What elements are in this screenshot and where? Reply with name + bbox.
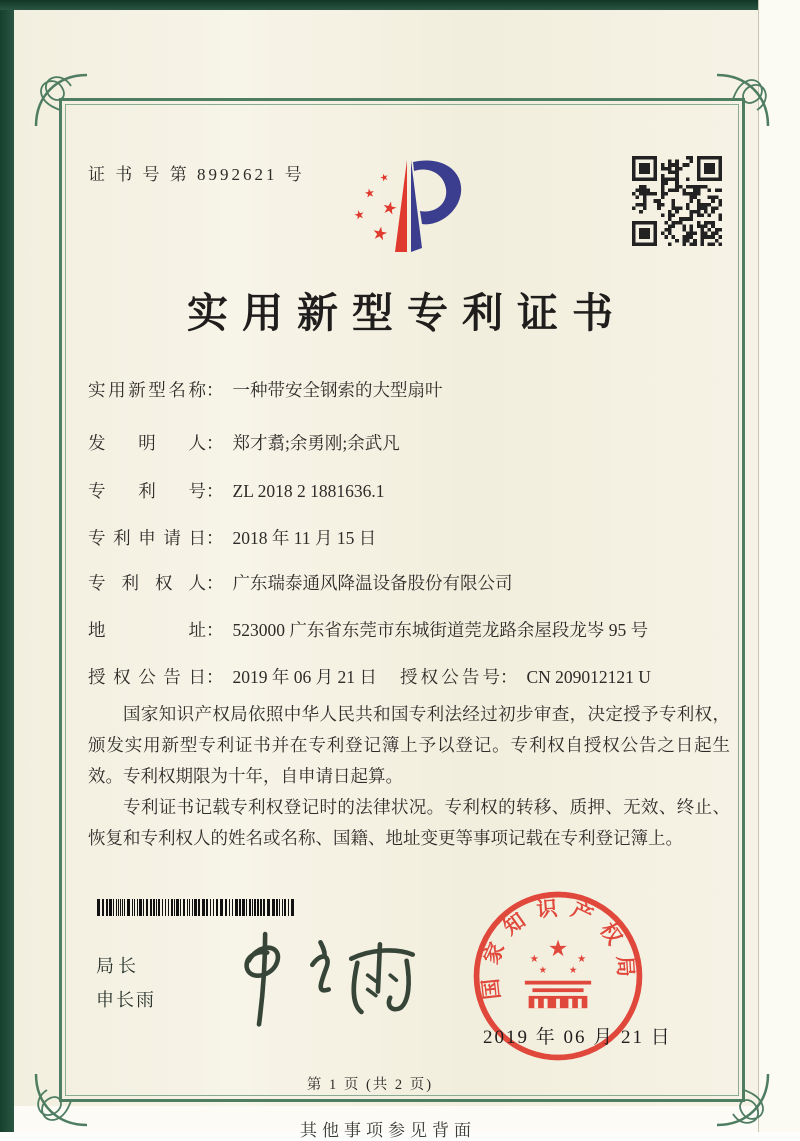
- seal-text: 国家知识产权局: [477, 895, 639, 1001]
- field-row-filing-date: [88, 525, 376, 550]
- field-value: ZL 2018 2 1881636.1: [232, 481, 385, 501]
- scan-edge-left: [0, 0, 14, 1132]
- svg-text:★: ★: [352, 206, 367, 223]
- field-value: 广东瑞泰通风降温设备股份有限公司: [232, 573, 513, 593]
- field-label: 授权公告日: [88, 667, 206, 687]
- field-row-inventors: [88, 430, 400, 455]
- cnipa-logo-icon: [345, 156, 475, 256]
- svg-text:★: ★: [379, 197, 400, 221]
- label-colon: ：: [206, 528, 224, 548]
- scan-page-edge-right: [758, 0, 800, 1132]
- field-value: 523000 广东省东莞市东城街道莞龙路余屋段龙岑 95 号: [232, 620, 649, 640]
- scan-edge-top: [0, 0, 760, 10]
- svg-text:★: ★: [547, 936, 569, 963]
- svg-text:★: ★: [363, 185, 377, 201]
- svg-text:★: ★: [370, 222, 390, 246]
- svg-text:★: ★: [538, 965, 548, 977]
- field-label: 专利申请日: [88, 528, 206, 548]
- field-label: 专利号: [88, 481, 206, 501]
- label-colon: ：: [206, 620, 224, 640]
- field-row-name: [88, 377, 443, 402]
- field-value: 2018 年 11 月 15 日: [232, 528, 377, 548]
- field-row-patentee: [88, 570, 513, 595]
- field-label: 地址: [88, 620, 206, 640]
- label-colon: ：: [206, 433, 224, 453]
- field-label: 专利权人: [88, 573, 206, 593]
- signer-role: 局长: [96, 956, 140, 976]
- field-label: 发明人: [88, 433, 206, 453]
- field-label: 实用新型名称: [88, 380, 206, 400]
- field-value: CN 209012121 U: [526, 667, 651, 687]
- back-side-note: 其他事项参见背面: [300, 1121, 476, 1140]
- border-corner-ornament-icon: [713, 66, 777, 130]
- certificate-title: 实用新型专利证书: [187, 290, 627, 336]
- commissioner-signature-icon: [218, 930, 423, 1030]
- svg-text:★: ★: [568, 965, 578, 977]
- label-colon: ：: [206, 481, 224, 501]
- label-colon: ：: [206, 667, 224, 687]
- field-label: 授权公告号: [400, 667, 500, 687]
- legal-paragraph: 专利证书记载专利权登记时的法律状况。专利权的转移、质押、无效、终止、恢复和专利权人的姓名或名称、国籍、地址变更等事项记载在专利登记簿上。: [88, 797, 730, 848]
- field-value: 郑才翥;余勇刚;余武凡: [232, 433, 400, 453]
- svg-text:★: ★: [577, 952, 587, 965]
- field-row-address: [88, 617, 648, 642]
- svg-text:★: ★: [529, 952, 539, 965]
- svg-text:★: ★: [378, 171, 391, 185]
- label-colon: ：: [206, 380, 224, 400]
- field-value: 2019 年 06 月 21 日: [232, 667, 377, 687]
- signer-name: 申长雨: [96, 990, 156, 1010]
- barcode-icon: [97, 899, 297, 916]
- label-colon: ：: [206, 573, 224, 593]
- legal-text-block: [88, 699, 730, 854]
- field-grant-number: [400, 664, 651, 689]
- qr-code-icon: [632, 156, 722, 246]
- legal-paragraph: 国家知识产权局依照中华人民共和国专利法经过初步审查，决定授予专利权，颁发实用新型专利证书并在专利登记簿上予以登记。专利权自授权公告之日起生效。专利权期限为十年，自申请日起算。: [88, 704, 730, 786]
- grant-date: 2019 年 06 月 21 日: [483, 1027, 672, 1048]
- field-row-grant: [88, 664, 651, 689]
- field-row-patent-number: [88, 478, 384, 503]
- border-corner-ornament-icon: [27, 66, 91, 130]
- field-value: 一种带安全钢索的大型扇叶: [232, 380, 443, 400]
- certificate-number: 证 书 号 第 8992621 号: [88, 165, 305, 184]
- label-colon: ：: [500, 667, 518, 687]
- page-number: 第 1 页 (共 2 页): [306, 1077, 434, 1093]
